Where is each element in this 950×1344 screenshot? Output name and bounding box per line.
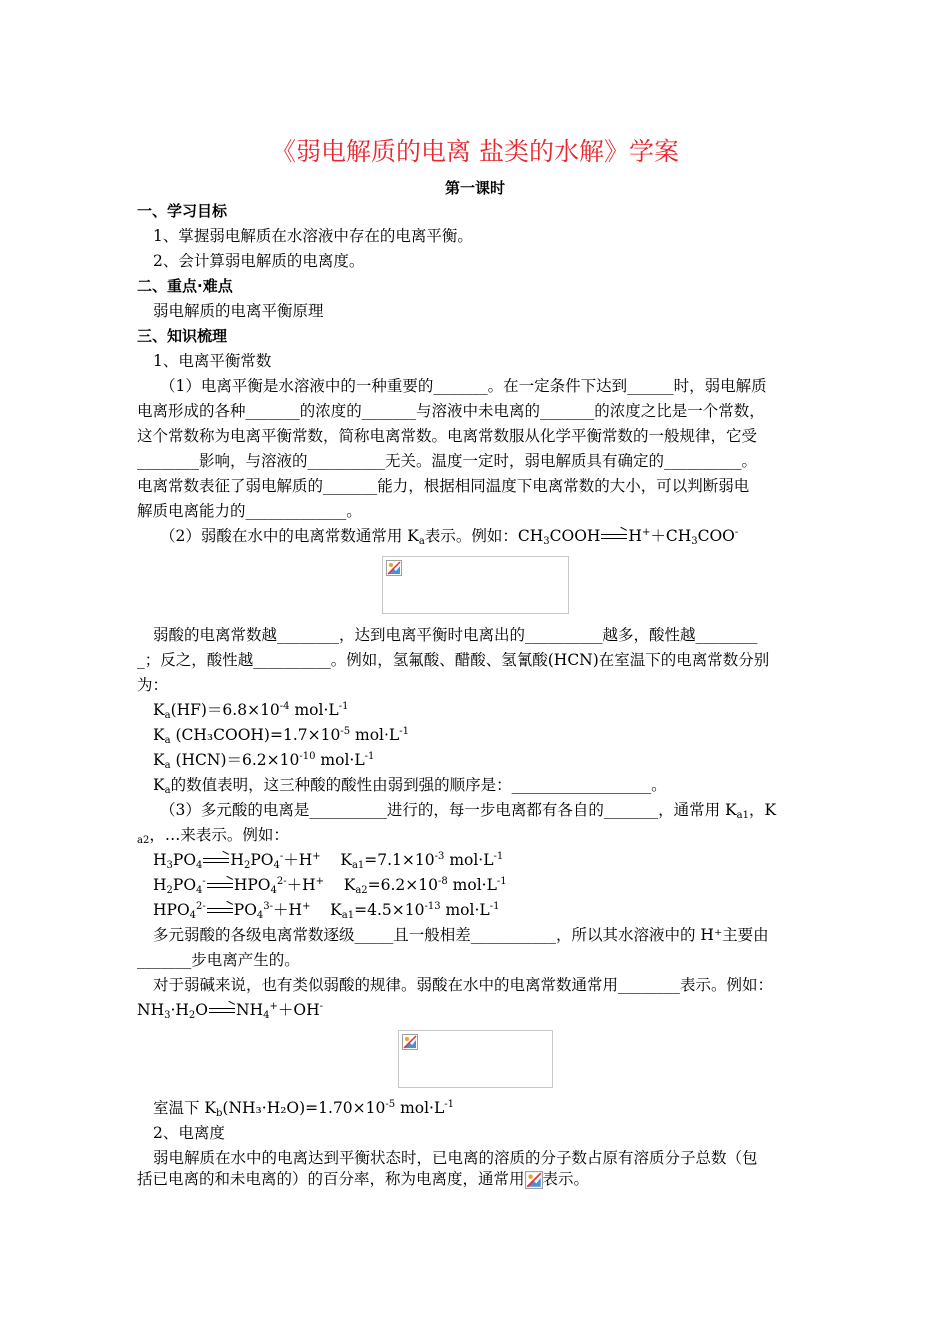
equilibrium-arrow-icon: [203, 855, 229, 867]
broken-image-ka-formula: [382, 556, 569, 614]
superscript: -5: [385, 1099, 396, 1110]
paragraph-line: _______步电离产生的。: [137, 951, 300, 969]
superscript: -1: [338, 701, 349, 712]
superscript: -1: [364, 751, 375, 762]
paragraph-line: 多元弱酸的各级电离常数逐级_____且一般相差___________，所以其水溶液中的 H⁺主要由: [153, 926, 769, 944]
unit: mol·L: [447, 876, 497, 894]
paragraph-line: 电离常数表征了弱电解质的_______能力，根据相同温度下电离常数的大小，可以判断弱电: [137, 477, 750, 495]
subsection-heading: 2、电离度: [153, 1124, 225, 1142]
text: =4.5×10: [354, 901, 425, 919]
paragraph-line: 解质电离能力的_____________。: [137, 502, 362, 520]
nh3-equation: $NH_3\cdot H_2O$ $NH_4^++OH^-$: [137, 1001, 323, 1021]
paragraph-line: 为：: [137, 676, 169, 694]
equilibrium-arrow-icon: [207, 905, 233, 917]
superscript: -3: [434, 851, 445, 862]
paragraph-line: 弱酸的电离常数越________，达到电离平衡时电离出的__________越多，酸性越________: [153, 626, 758, 644]
ka-order-line: $K_a$的数值表明，这三种酸的酸性由弱到强的顺序是：__________________。: [153, 776, 667, 796]
kb-value-line: 室温下 $K_b(NH_3\cdot H_2O)=1.70\times 10^{-5}$ $mol\cdot L^{-1}$: [153, 1099, 455, 1119]
superscript: -13: [424, 901, 441, 912]
superscript: -8: [438, 876, 448, 887]
unit: mol·L: [315, 751, 365, 769]
text: ，…来表示。例如：: [149, 826, 289, 844]
superscript: -1: [496, 876, 507, 887]
subsection-heading: 1、电离平衡常数: [153, 352, 272, 370]
paragraph-line: [137, 1168, 589, 1190]
section-heading-knowledge: 三、知识梳理: [137, 327, 228, 345]
goal-item: 2、会计算弱电解质的电离度。: [153, 252, 365, 270]
unit: mol·L: [395, 1099, 445, 1117]
paragraph-line: （1）电离平衡是水溶液中的一种重要的_______。在一定条件下达到______时，弱电解质: [160, 377, 767, 395]
unit: mol·L: [350, 726, 400, 744]
superscript: -10: [299, 751, 316, 762]
superscript: -1: [444, 1099, 455, 1110]
superscript: -1: [493, 851, 504, 862]
broken-image-icon: [402, 1034, 418, 1050]
text: （3）多元酸的电离是__________进行的，每一步电离都有各自的_______，通常用 K: [160, 801, 737, 819]
paragraph-line: ________影响，与溶液的__________无关。温度一定时，弱电解质具有确定的__________。: [137, 452, 758, 470]
superscript: -1: [399, 726, 409, 737]
equilibrium-arrow-icon: [207, 880, 233, 892]
section-heading-goals: 一、学习目标: [137, 202, 228, 220]
document-title: 《弱电解质的电离 盐类的水解》学案: [271, 137, 679, 166]
goal-item: 1、掌握弱电解质在水溶液中存在的电离平衡。: [153, 227, 473, 245]
superscript: -5: [340, 726, 351, 737]
broken-image-alpha: [525, 1171, 543, 1189]
text: 的数值表明，这三种酸的酸性由弱到强的顺序是：__________________。: [170, 776, 667, 794]
text: (NH₃·H₂O)=1.70×10: [222, 1099, 386, 1117]
section-heading-keypoints: 二、重点·难点: [137, 277, 233, 295]
hpo4-equation: $HPO_4^{2-}$ $PO_4^{3-}+H^+$ $K_{a1}=4.5\times 10^{-13}$ $mol\cdot L^{-1}$: [153, 901, 500, 921]
unit: mol·L: [289, 701, 339, 719]
text: （2）弱酸在水中的电离常数通常用 K: [160, 527, 419, 545]
paragraph-line: 对于弱碱来说，也有类似弱酸的规律。弱酸在水中的电离常数通常用________表示。例如：: [153, 976, 774, 994]
polyacid-line: $_{a2}$，…来表示。例如：: [137, 826, 289, 846]
paragraph-line: 弱电解质在水中的电离达到平衡状态时，已电离的溶质的分子数占原有溶质分子总数（包: [153, 1149, 758, 1167]
equilibrium-arrow-icon: [601, 531, 627, 543]
h2po4-equation: $H_2PO_4^-$ $HPO_4^{2-}+H^+$ $K_{a2}=6.2\times 10^{-8}$ $mol\cdot L^{-1}$: [153, 876, 507, 896]
superscript: -1: [489, 901, 500, 912]
paragraph-line: 电离形成的各种_______的浓度的_______与溶液中未电离的_______的浓度之比是一个常数，: [137, 402, 765, 420]
h3po4-equation: $H_3PO_4$ $H_2PO_4^-+H^+$ $K_{a1}=7.1\times 10^{-3}$ $mol\cdot L^{-1}$: [153, 851, 504, 871]
paragraph-line: 这个常数称为电离平衡常数，简称电离常数。电离常数服从化学平衡常数的一般规律，它受: [137, 427, 758, 445]
unit: mol·L: [444, 851, 494, 869]
ka-hf-line: $K_a(HF)=6.8\times 10^{-4}$ $mol\cdot L^{-1}$: [153, 701, 349, 721]
broken-image-icon: [386, 560, 402, 576]
text: (CH₃COOH)=1.7×10: [170, 726, 341, 744]
ka-ch3cooh-line: $K_a$ $(CH_3COOH)=1.7\times 10^{-5}$ $mol\cdot L^{-1}$: [153, 726, 409, 746]
text: 表示。: [542, 1170, 590, 1188]
ka-hcn-line: $K_a$ $(HCN)=6.2\times 10^{-10}$ $mol\cdot L^{-1}$: [153, 751, 375, 771]
text: (HCN)＝6.2×10: [170, 751, 300, 769]
lesson-subtitle: 第一课时: [444, 179, 505, 197]
equilibrium-arrow-icon: [209, 1005, 235, 1017]
paragraph-line: _；反之，酸性越__________。例如，氢氟酸、醋酸、氢氰酸(HCN)在室温下的电离常数分别: [137, 651, 770, 669]
subscript: a: [418, 536, 425, 547]
text: 括已电离的和未电离的）的百分率，称为电离度，通常用: [137, 1170, 525, 1188]
paragraph-line-weak-acid: （2）弱酸在水中的电离常数通常用 $K_a$表示。例如：$CH_3COOH$ $H^++CH_3COO^-$: [160, 527, 739, 547]
text: 室温下 K: [153, 1099, 217, 1117]
unit: mol·L: [440, 901, 490, 919]
text: (HF)＝6.8×10: [170, 701, 280, 719]
text: =7.1×10: [364, 851, 435, 869]
broken-image-icon: [525, 1171, 543, 1189]
polyacid-line: （3）多元酸的电离是__________进行的，每一步电离都有各自的_______，通常用 $K_{a1}$，K: [160, 801, 777, 821]
text: ，K: [748, 801, 777, 819]
text: =6.2×10: [367, 876, 438, 894]
keypoint-text: 弱电解质的电离平衡原理: [153, 302, 324, 320]
broken-image-kb-formula: [398, 1030, 553, 1088]
text: 表示。例如：: [424, 527, 518, 545]
superscript: -4: [279, 701, 290, 712]
